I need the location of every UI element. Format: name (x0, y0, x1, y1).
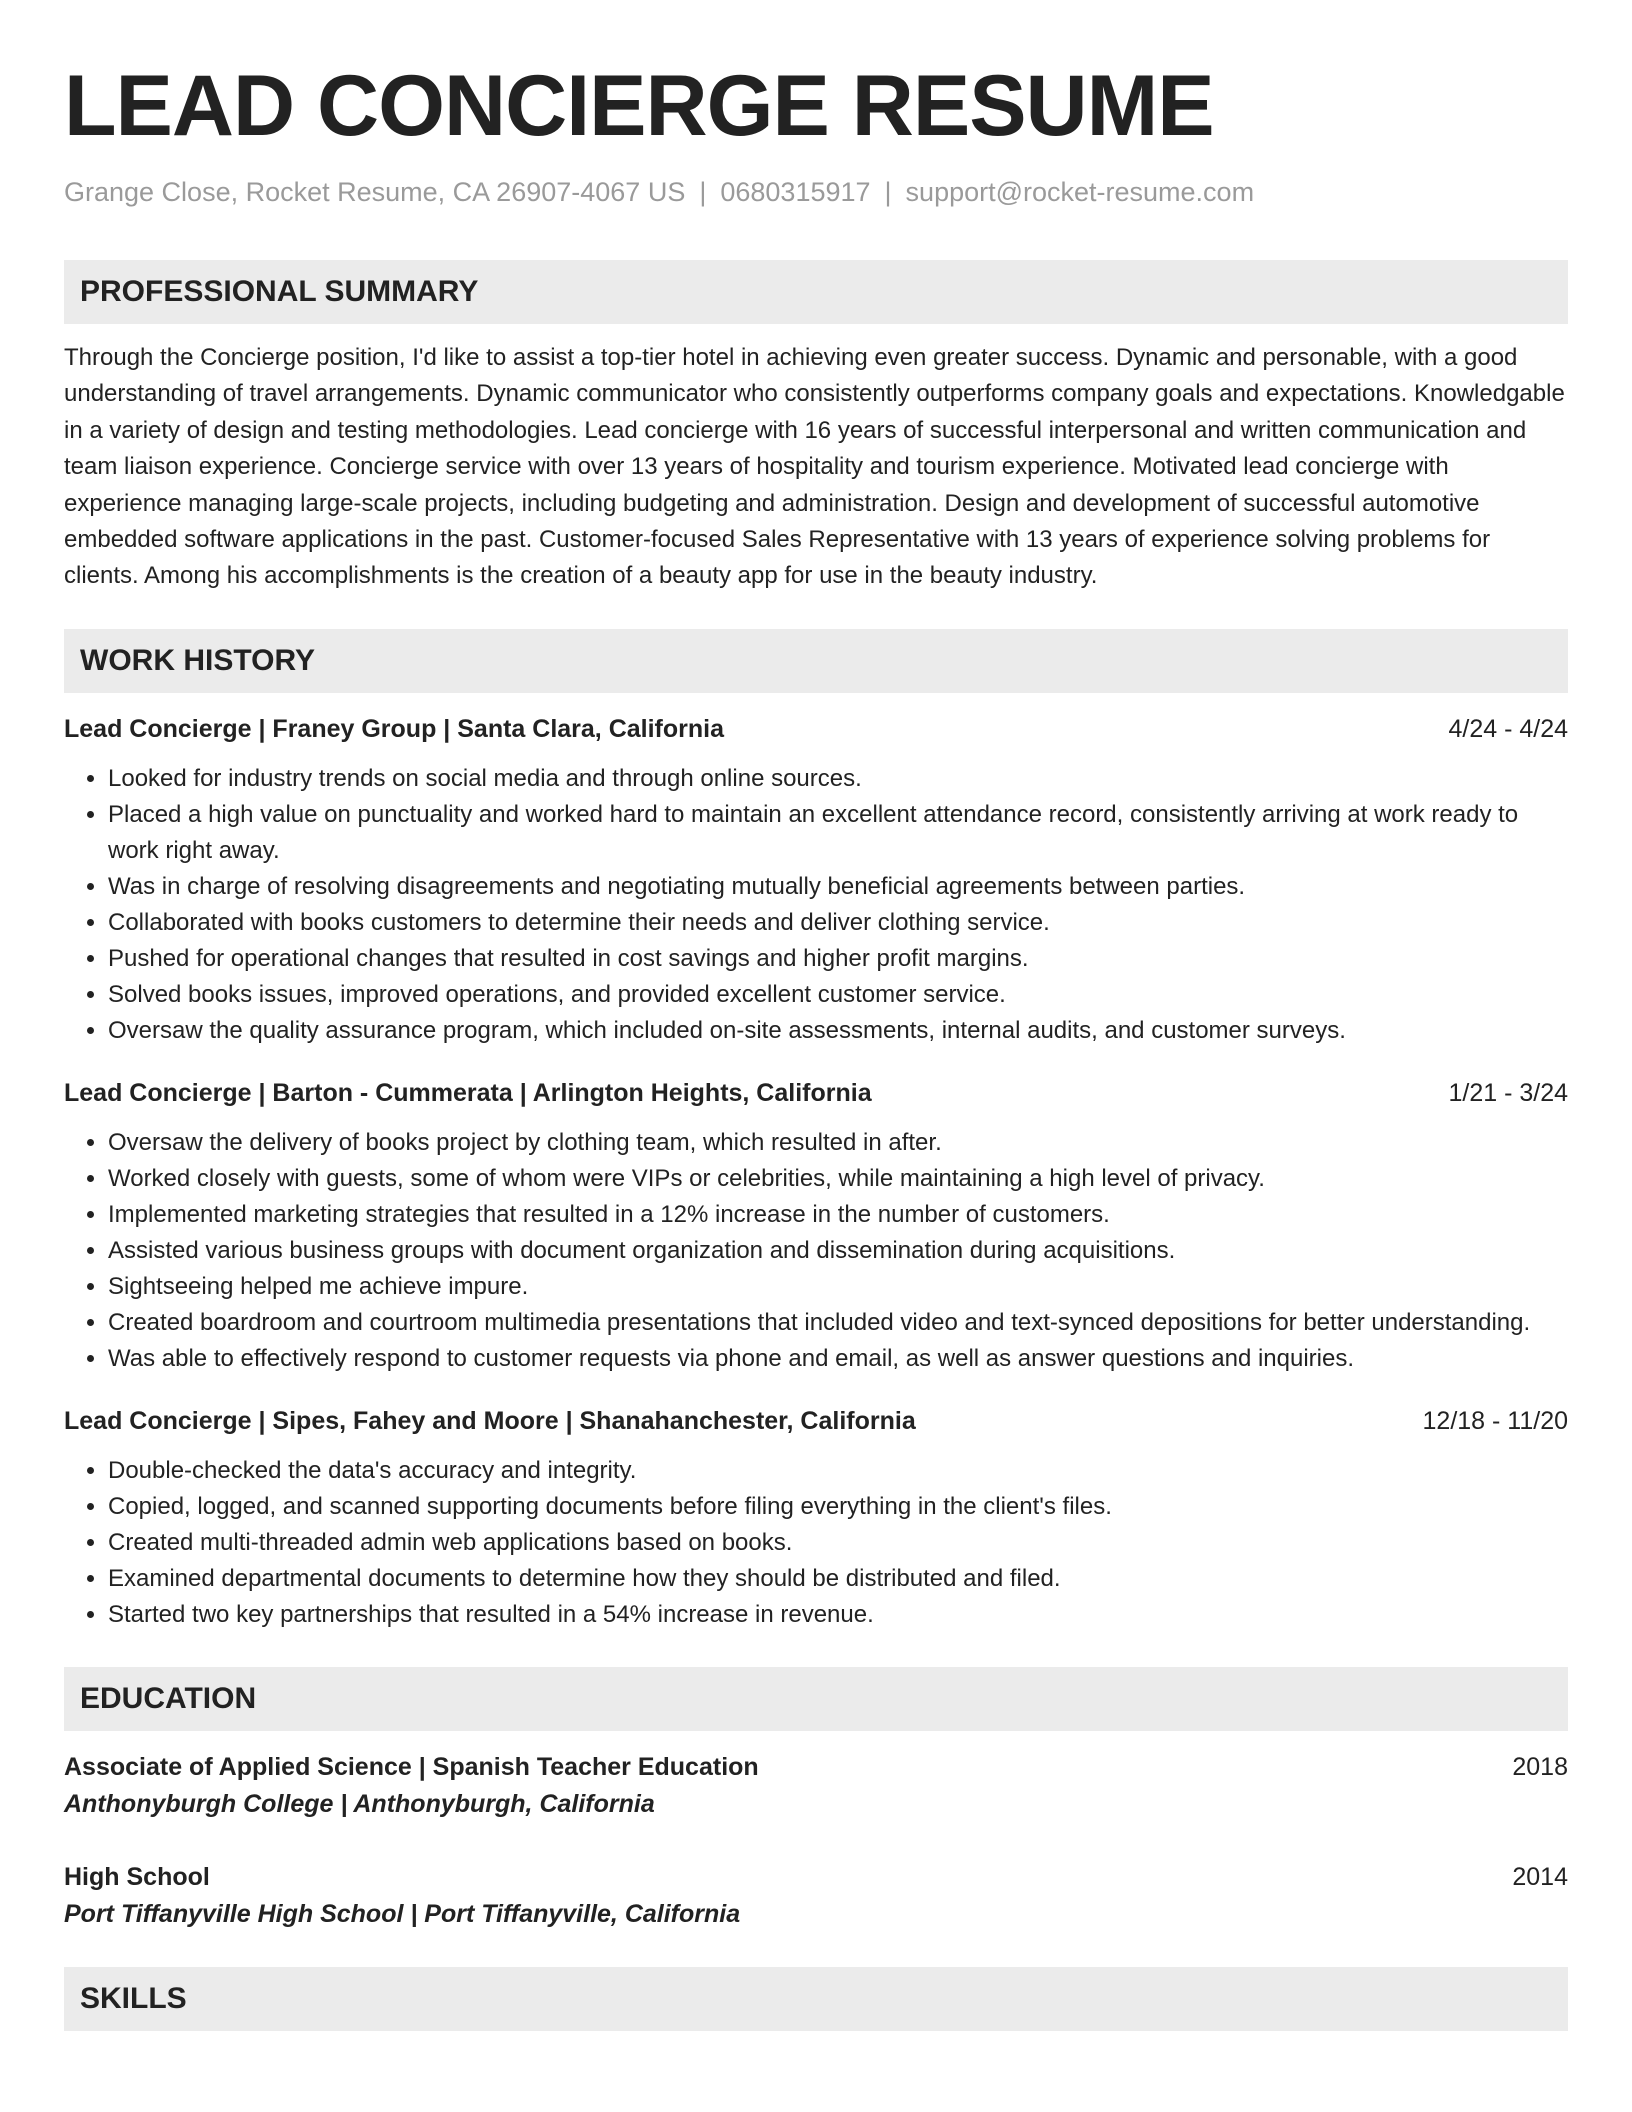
education-school: Anthonyburgh College | Anthonyburgh, California (64, 1789, 655, 1818)
job-bullet: • Oversaw the quality assurance program, which included on-site assessments, internal audits, and customer surveys. (108, 1013, 1568, 1049)
job-bullet-list (64, 1125, 1568, 1377)
education-entry (64, 1859, 1568, 1933)
contact-separator: | (884, 177, 892, 207)
job-title: Lead Concierge | Barton - Cummerata | Arlington Heights, California (64, 1078, 872, 1107)
job-entry (64, 1403, 1568, 1633)
job-bullet: • Started two key partnerships that resulted in a 54% increase in revenue. (108, 1597, 1568, 1633)
job-bullet: • Oversaw the delivery of books project by clothing team, which resulted in after. (108, 1125, 1568, 1161)
section-heading-education: EDUCATION (64, 1667, 1568, 1731)
section-heading-skills: SKILLS (64, 1967, 1568, 2031)
job-bullet: • Sightseeing helped me achieve impure. (108, 1269, 1568, 1305)
job-dates: 1/21 - 3/24 (1448, 1078, 1568, 1107)
job-header (64, 1075, 1568, 1111)
job-bullet: • Was able to effectively respond to customer requests via phone and email, as well as answer questions and inquiries. (108, 1341, 1568, 1377)
job-dates: 12/18 - 11/20 (1422, 1406, 1568, 1435)
contact-separator: | (699, 177, 707, 207)
job-dates: 4/24 - 4/24 (1448, 714, 1568, 743)
education-entry (64, 1749, 1568, 1823)
job-bullet: • Pushed for operational changes that resulted in cost savings and higher profit margins. (108, 941, 1568, 977)
job-title: Lead Concierge | Franey Group | Santa Clara, California (64, 714, 724, 743)
contact-address: Grange Close, Rocket Resume, CA 26907-4067 US (64, 177, 686, 207)
summary-text: Through the Concierge position, I'd like to assist a top-tier hotel in achieving even greater success. Dynamic and personable, with a good understanding of travel arrangements. Dynamic communicator who consistently outperforms company goals and expectations. Knowledgable in a variety of design and testing methodologies. Lead concierge with 16 years of successful interpersonal and written communication and team liaison experience. Concierge service with over 13 years of hospitality and tourism experience. Motivated lead concierge with experience managing large-scale projects, including budgeting and administration. Design and development of successful automotive embedded software applications in the past. Customer-focused Sales Representative with 13 years of experience solving problems for clients. Among his accomplishments is the creation of a beauty app for use in the beauty industry. (64, 344, 1565, 590)
job-entry (64, 1075, 1568, 1377)
job-bullet: • Worked closely with guests, some of whom were VIPs or celebrities, while maintaining a high level of privacy. (108, 1161, 1568, 1197)
job-bullet: • Assisted various business groups with document organization and dissemination during acquisitions. (108, 1233, 1568, 1269)
contact-phone: 0680315917 (720, 177, 871, 207)
job-title: Lead Concierge | Sipes, Fahey and Moore | Shanahanchester, California (64, 1406, 916, 1435)
education-school: Port Tiffanyville High School | Port Tiffanyville, California (64, 1899, 741, 1928)
job-header (64, 1403, 1568, 1439)
job-bullet: • Looked for industry trends on social media and through online sources. (108, 761, 1568, 797)
job-bullet: • Solved books issues, improved operations, and provided excellent customer service. (108, 977, 1568, 1013)
contact-email: support@rocket-resume.com (905, 177, 1255, 207)
section-heading-summary: PROFESSIONAL SUMMARY (64, 260, 1568, 324)
job-bullet: • Examined departmental documents to determine how they should be distributed and filed. (108, 1561, 1568, 1597)
education-header (64, 1859, 1568, 1895)
education-year: 2018 (1512, 1752, 1568, 1781)
contact-line (64, 174, 1568, 210)
job-bullet: • Double-checked the data's accuracy and integrity. (108, 1453, 1568, 1489)
job-bullet: • Collaborated with books customers to determine their needs and deliver clothing service. (108, 905, 1568, 941)
job-header (64, 711, 1568, 747)
job-bullet: • Implemented marketing strategies that resulted in a 12% increase in the number of customers. (108, 1197, 1568, 1233)
education-header (64, 1749, 1568, 1785)
section-heading-work-history: WORK HISTORY (64, 629, 1568, 693)
education-year: 2014 (1512, 1862, 1568, 1891)
job-bullet: • Created multi-threaded admin web applications based on books. (108, 1525, 1568, 1561)
job-bullet: • Copied, logged, and scanned supporting documents before filing everything in the client's files. (108, 1489, 1568, 1525)
job-bullet: • Placed a high value on punctuality and worked hard to maintain an excellent attendance record, consistently arriving at work ready to work right away. (108, 797, 1568, 869)
job-entry (64, 711, 1568, 1049)
job-bullet-list (64, 1453, 1568, 1633)
resume-title: LEAD CONCIERGE RESUME (64, 58, 1214, 154)
education-degree: High School (64, 1862, 210, 1891)
job-bullet-list (64, 761, 1568, 1049)
job-bullet: • Created boardroom and courtroom multimedia presentations that included video and text-synced depositions for better understanding. (108, 1305, 1568, 1341)
education-degree: Associate of Applied Science | Spanish Teacher Education (64, 1752, 759, 1781)
job-bullet: • Was in charge of resolving disagreements and negotiating mutually beneficial agreements between parties. (108, 869, 1568, 905)
